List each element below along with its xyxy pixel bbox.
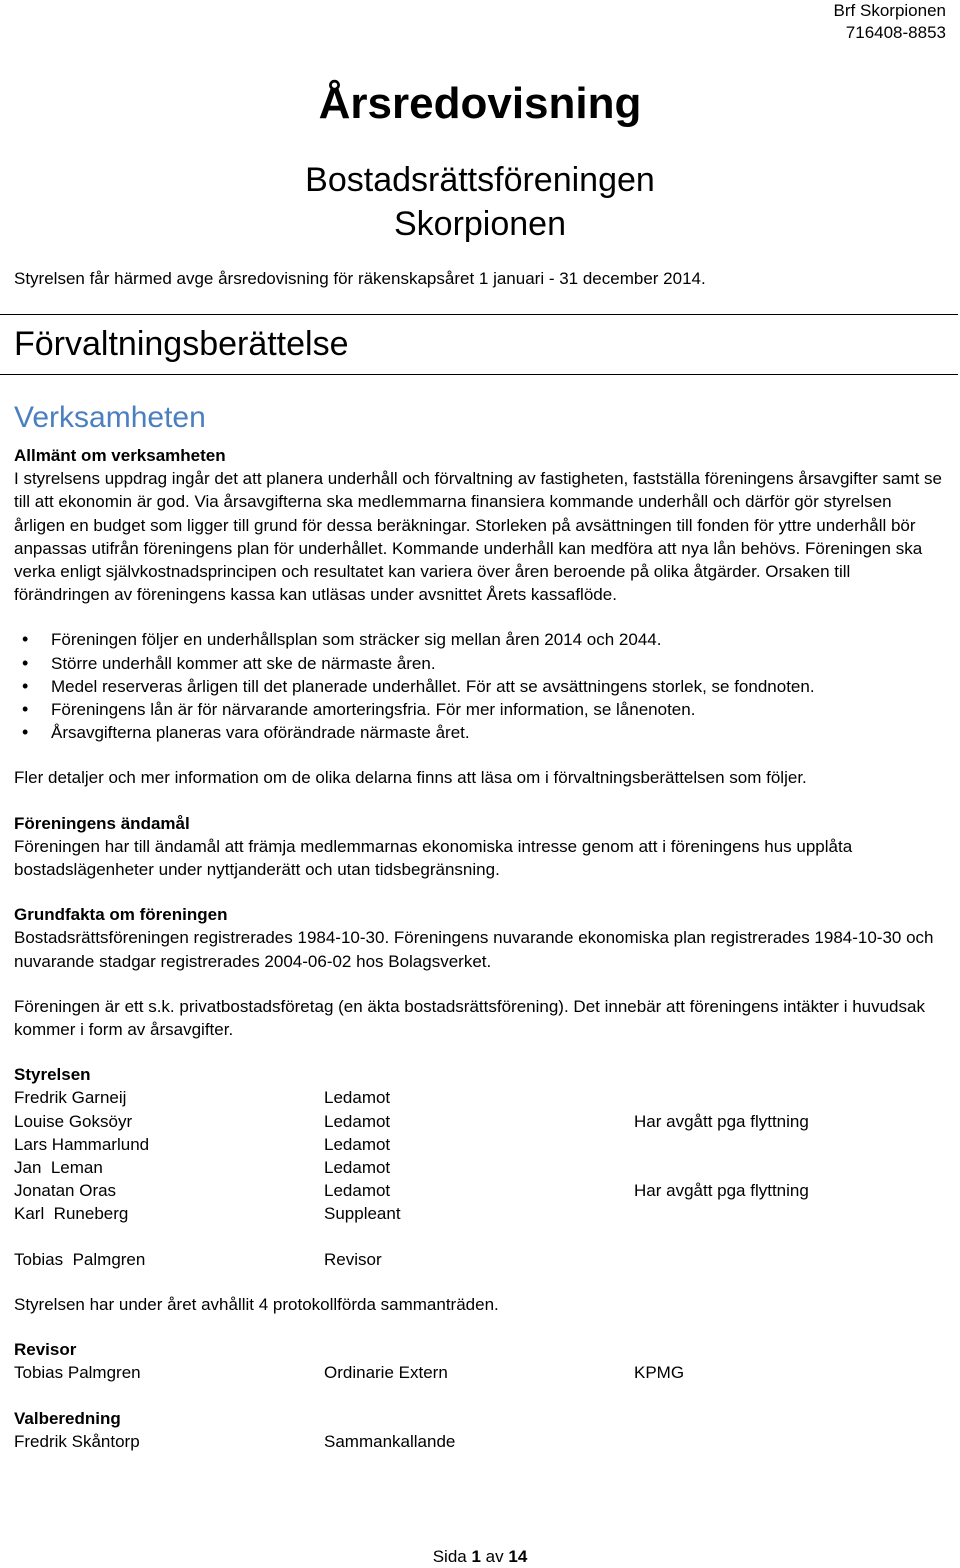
- facts-text-1: Bostadsrättsföreningen registrerades 1984-10-30. Föreningens nuvarande ekonomiska plan registrerades 1984-10-30 och nuvarande stadgar registrerades 2004-06-02 hos Bolagsverket.: [14, 928, 934, 971]
- intro-text: Styrelsen får härmed avge årsredovisning för räkenskapsåret 1 januari - 31 december 2014.: [14, 269, 706, 288]
- org-header: [834, 0, 946, 44]
- table-row: [14, 1430, 944, 1453]
- member-name: Karl Runeberg: [14, 1204, 129, 1224]
- list-item: • Medel reserveras årligen till det planerade underhållet. För att se avsättningens storlek, se fondnoten.: [14, 675, 944, 698]
- page-of-label: av: [485, 1547, 504, 1566]
- member-role: Ledamot: [324, 1134, 391, 1154]
- table-row: [14, 1361, 944, 1384]
- document-body: [14, 444, 944, 1453]
- table-row: [14, 1179, 944, 1202]
- table-row: [14, 1248, 944, 1271]
- member-note: [634, 1086, 944, 1109]
- general-text: I styrelsens uppdrag ingår det att planera underhåll och förvaltning av fastigheten, fastställa föreningens årsavgifter samt se till att ekonomin är god. Via årsavgifterna ska medlemmarna finansiera kommande underhåll och därför gör styrelsen årligen en budget som ligger till grund för dessa beräkningar. Storleken på avsättningen till fonden för yttre underhåll bör anpassas utifrån föreningens plan för underhållet. Kommande underhåll kan medföra att nya lån behövs. Föreningen ska verka enligt självkostnadsprincipen och resultatet kan variera över åren beroende på olika åtgärder. Orsaken till förändringen av föreningens kassa kan utläsas under avsnittet Årets kassaflöde.: [14, 469, 942, 605]
- page-footer: [0, 1546, 960, 1568]
- page-label: Sida: [432, 1547, 467, 1566]
- member-note: [634, 1156, 944, 1179]
- document-title: Årsredovisning: [318, 79, 642, 128]
- member-role: Ledamot: [324, 1181, 391, 1201]
- section-divider-bottom: [0, 374, 958, 375]
- member-name: Louise Goksöyr: [14, 1111, 133, 1131]
- facts-heading: Grundfakta om föreningen: [14, 905, 228, 925]
- page-total: 14: [508, 1547, 528, 1566]
- purpose-heading: Föreningens ändamål: [14, 813, 190, 833]
- table-row: [14, 1133, 944, 1156]
- board-table: [14, 1086, 944, 1225]
- member-role: Ledamot: [324, 1158, 391, 1178]
- subtitle-line-2: Skorpionen: [393, 205, 566, 243]
- member-name: Lars Hammarlund: [14, 1134, 150, 1154]
- auditor-heading: Revisor: [14, 1340, 77, 1360]
- auditor-section-type: Ordinarie Extern: [324, 1363, 448, 1383]
- auditor-section-name: Tobias Palmgren: [14, 1363, 141, 1383]
- member-note: [634, 1202, 944, 1225]
- member-role: Ledamot: [324, 1111, 391, 1131]
- auditor-role: Revisor: [324, 1249, 382, 1269]
- page-number: 1: [471, 1547, 481, 1566]
- section-title: Förvaltningsberättelse: [14, 325, 349, 363]
- list-item: • Föreningens lån är för närvarande amorteringsfria. För mer information, se lånenoten.: [14, 698, 944, 721]
- table-row: [14, 1110, 944, 1133]
- org-name: Brf Skorpionen: [833, 1, 946, 20]
- nomination-heading: Valberedning: [14, 1408, 121, 1428]
- member-name: Jan Leman: [14, 1158, 103, 1178]
- member-note: [634, 1133, 944, 1156]
- subtitle-line-1: Bostadsrättsföreningen: [305, 161, 655, 199]
- list-item: • Större underhåll kommer att ske de närmaste åren.: [14, 652, 944, 675]
- meetings-text: Styrelsen har under året avhållit 4 protokollförda sammanträden.: [14, 1294, 499, 1314]
- member-role: Suppleant: [324, 1204, 401, 1224]
- board-heading: Styrelsen: [14, 1065, 91, 1085]
- purpose-text: Föreningen har till ändamål att främja medlemmarnas ekonomiska intresse genom att i föreningens hus upplåta bostadslägenheter under nyttjanderätt och utan tidsbegränsning.: [14, 836, 853, 880]
- member-name: Fredrik Garneij: [14, 1088, 127, 1108]
- auditor-section-firm: KPMG: [634, 1363, 685, 1383]
- member-note: Har avgått pga flyttning: [634, 1111, 809, 1131]
- member-note: Har avgått pga flyttning: [634, 1181, 809, 1201]
- member-name: Jonatan Oras: [14, 1181, 117, 1201]
- table-row: [14, 1086, 944, 1109]
- general-heading: Allmänt om verksamheten: [14, 446, 226, 465]
- list-item: • Föreningen följer en underhållsplan som sträcker sig mellan åren 2014 och 2044.: [14, 628, 944, 651]
- list-item: • Årsavgifterna planeras vara oförändrade närmaste året.: [14, 721, 944, 744]
- org-number: 716408-8853: [845, 23, 946, 42]
- nomination-role: Sammankallande: [324, 1431, 456, 1451]
- auditor-name: Tobias Palmgren: [14, 1249, 146, 1269]
- table-row: [14, 1202, 944, 1225]
- section-divider-top: [0, 314, 958, 315]
- table-row: [14, 1156, 944, 1179]
- more-info-text: Fler detaljer och mer information om de olika delarna finns att läsa om i förvaltningsberättelsen som följer.: [14, 768, 807, 788]
- nomination-name: Fredrik Skåntorp: [14, 1431, 140, 1451]
- subsection-title: Verksamheten: [14, 401, 206, 434]
- member-role: Ledamot: [324, 1088, 391, 1108]
- facts-text-2: Föreningen är ett s.k. privatbostadsföretag (en äkta bostadsrättsförening). Det innebär att föreningens intäkter i huvudsak kommer i form av årsavgifter.: [14, 996, 925, 1040]
- document-subtitle: [0, 158, 960, 246]
- bullet-list: [14, 628, 944, 744]
